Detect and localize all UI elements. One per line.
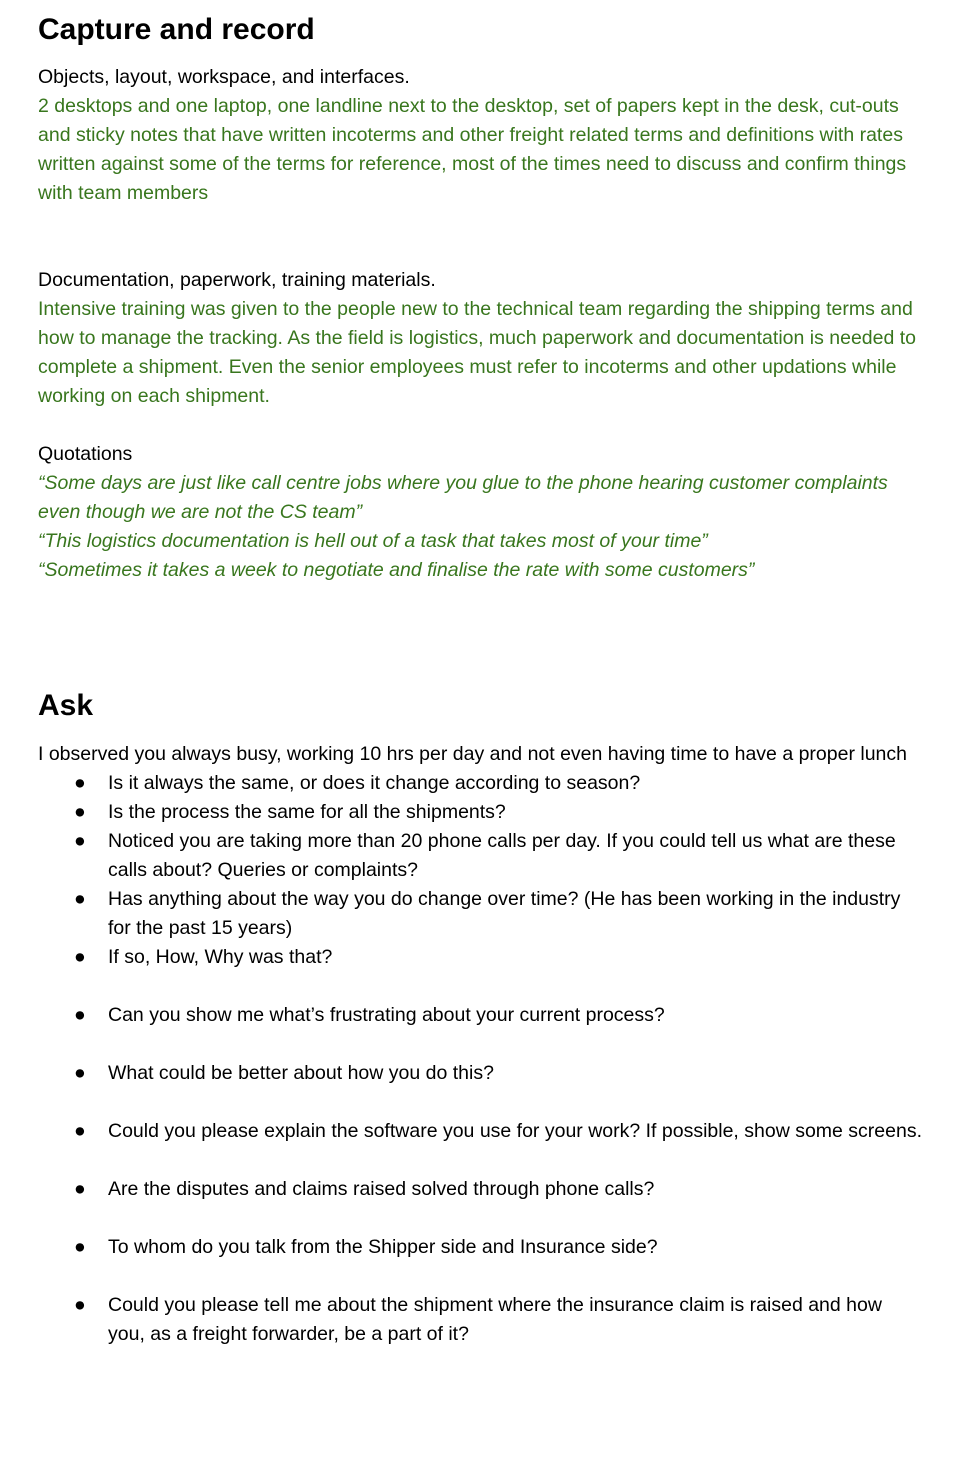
bullet-icon: ●: [74, 946, 86, 968]
quotes-label: Quotations: [38, 443, 133, 465]
question-item: [38, 1175, 924, 1204]
question-list: [38, 769, 924, 1349]
bullet-icon: ●: [74, 801, 86, 823]
bullet-icon: ●: [74, 1004, 86, 1026]
ask-intro: I observed you always busy, working 10 hrs per day and not even having time to have a proper lunch: [38, 743, 907, 765]
bullet-icon: ●: [74, 888, 86, 910]
docs-text: Intensive training was given to the people new to the technical team regarding the shipping terms and how to manage the tracking. As the field is logistics, much paperwork and documentation is needed to complete a shipment. Even the senior employees must refer to incoterms and other updations while working on each shipment.: [38, 298, 917, 407]
objects-text: 2 desktops and one laptop, one landline next to the desktop, set of papers kept in the desk, cut-outs and sticky notes that have written incoterms and other freight related terms and definitions with rates written against some of the terms for reference, most of the times need to discuss and confirm things with team members: [38, 95, 907, 204]
question-text: Can you show me what’s frustrating about your current process?: [108, 1004, 665, 1026]
question-text: Could you please explain the software you use for your work? If possible, show some screens.: [108, 1120, 923, 1142]
quote-2: “This logistics documentation is hell out of a task that takes most of your time”: [38, 530, 708, 552]
question-text: Is the process the same for all the shipments?: [108, 801, 506, 823]
question-item: [38, 769, 924, 798]
question-item: [38, 1059, 924, 1088]
bullet-icon: ●: [74, 1120, 86, 1142]
question-text: Is it always the same, or does it change according to season?: [108, 772, 641, 794]
bullet-icon: ●: [74, 1178, 86, 1200]
question-item: [38, 827, 924, 885]
bullet-icon: ●: [74, 1236, 86, 1258]
quote-3: “Sometimes it takes a week to negotiate and finalise the rate with some customers”: [38, 559, 755, 581]
question-item: [38, 1233, 924, 1262]
bullet-icon: ●: [74, 1294, 86, 1316]
question-text: Has anything about the way you do change over time? (He has been working in the industry for the past 15 years): [108, 888, 901, 939]
objects-label: Objects, layout, workspace, and interfaces.: [38, 66, 410, 88]
question-item: [38, 1117, 924, 1146]
question-text: What could be better about how you do this?: [108, 1062, 494, 1084]
capture-heading: Capture and record: [38, 13, 315, 46]
question-item: [38, 1291, 924, 1349]
question-item: [38, 1001, 924, 1030]
question-item: [38, 943, 924, 972]
question-text: If so, How, Why was that?: [108, 946, 333, 968]
bullet-icon: ●: [74, 772, 86, 794]
question-text: Noticed you are taking more than 20 phone calls per day. If you could tell us what are these calls about? Queries or complaints?: [108, 830, 896, 881]
question-item: [38, 885, 924, 943]
quote-1: “Some days are just like call centre jobs where you glue to the phone hearing customer complaints even though we are not the CS team”: [38, 472, 888, 523]
question-text: Are the disputes and claims raised solved through phone calls?: [108, 1178, 655, 1200]
docs-label: Documentation, paperwork, training materials.: [38, 269, 436, 291]
question-text: Could you please tell me about the shipment where the insurance claim is raised and how you, as a freight forwarder, be a part of it?: [108, 1294, 882, 1345]
ask-heading: Ask: [38, 689, 94, 722]
bullet-icon: ●: [74, 1062, 86, 1084]
question-text: To whom do you talk from the Shipper side and Insurance side?: [108, 1236, 658, 1258]
question-item: [38, 798, 924, 827]
bullet-icon: ●: [74, 830, 86, 852]
